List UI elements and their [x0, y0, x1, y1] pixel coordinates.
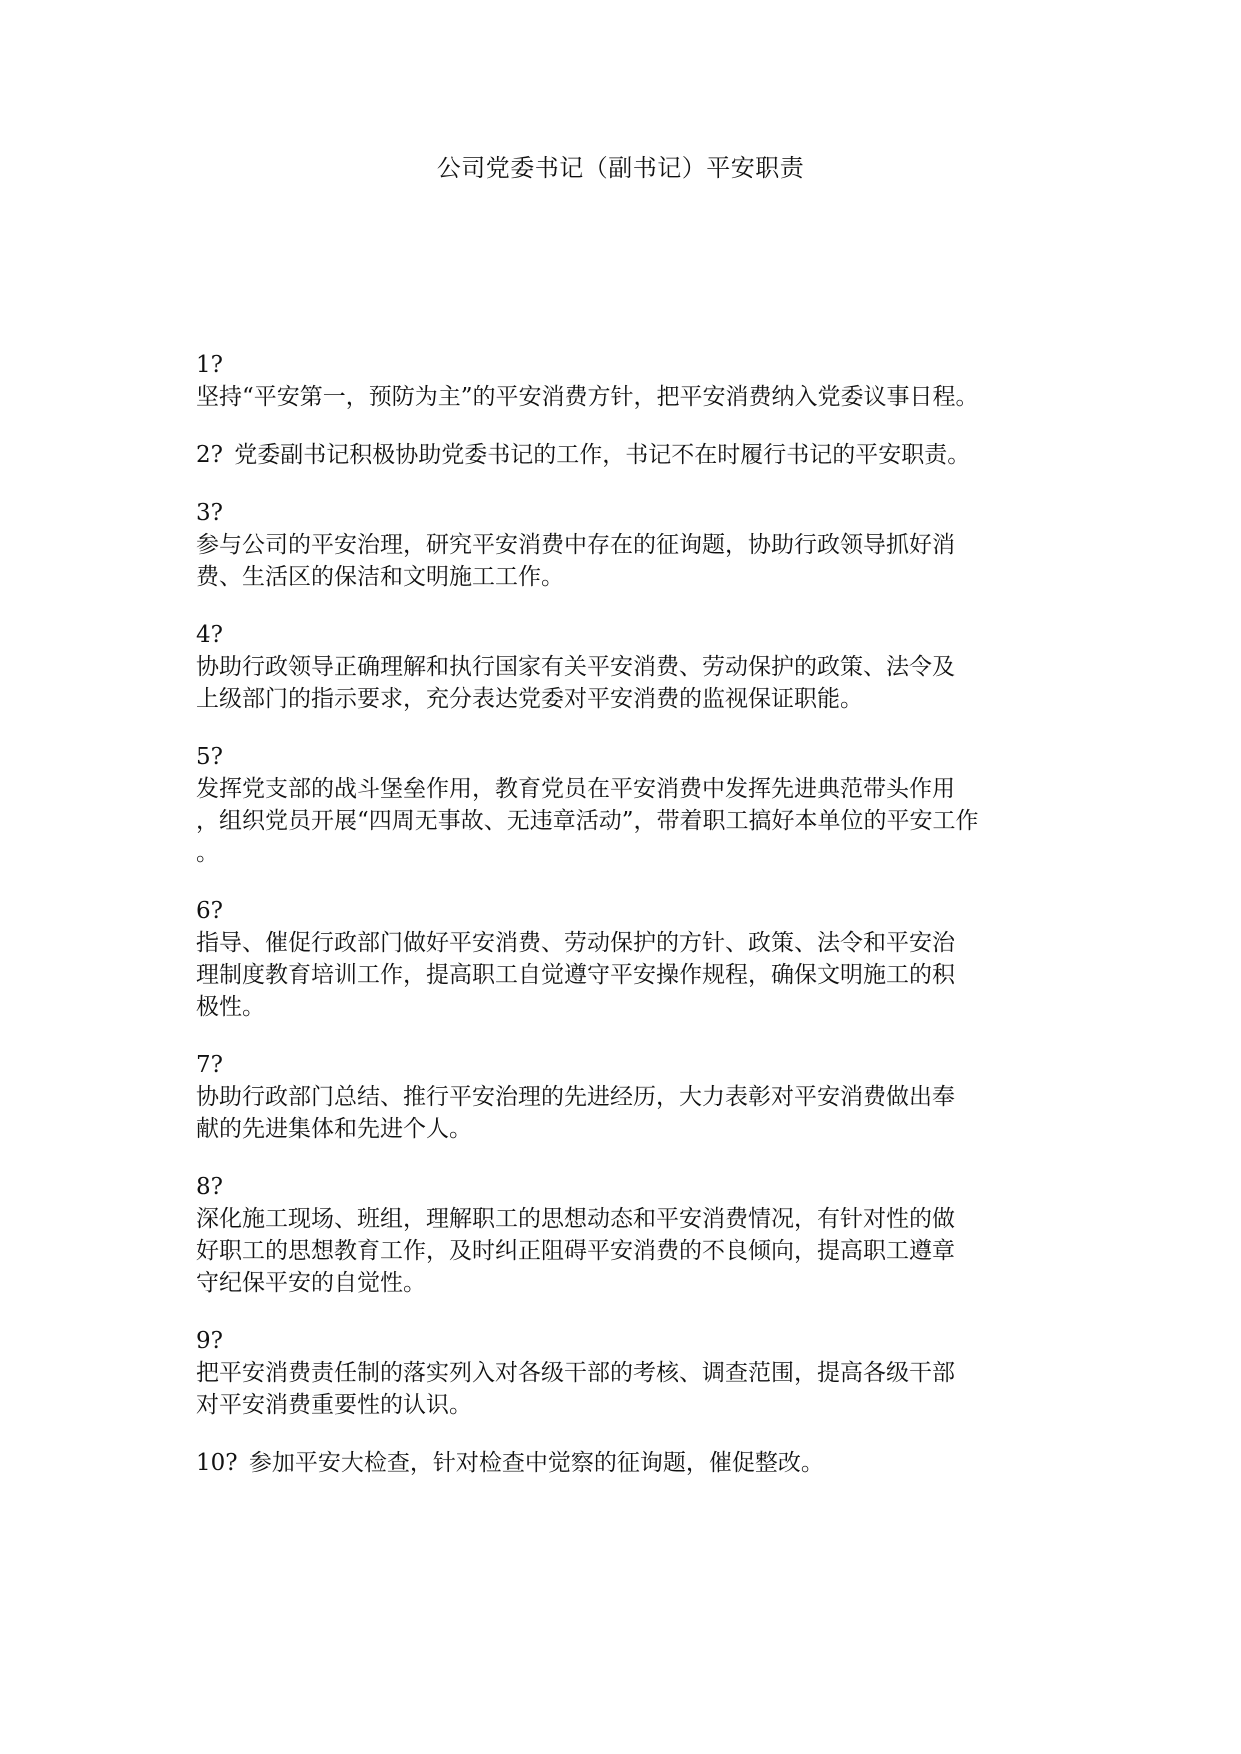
item-number: 4?	[196, 622, 223, 648]
list-item	[196, 439, 1076, 471]
list-item	[196, 1325, 1076, 1421]
item-text: 党委副书记积极协助党委书记的工作，书记不在时履行书记的平安职责。	[234, 442, 971, 468]
item-text: 深化施工现场、班组，理解职工的思想动态和平安消费情况，有针对性的做 好职工的思想教育工作，及时纠正阻碍平安消费的不良倾向，提高职工遵章 守纪保平安的自觉性。	[196, 1206, 955, 1296]
item-text: 发挥党支部的战斗堡垒作用，教育党员在平安消费中发挥先进典范带头作用 ，组织党员开展“四周无事故、无违章活动”，带着职工搞好本单位的平安工作 。	[196, 776, 979, 866]
duty-list	[196, 349, 1076, 1505]
item-text: 协助行政部门总结、推行平安治理的先进经历，大力表彰对平安消费做出奉 献的先进集体和先进个人。	[196, 1084, 955, 1142]
list-item	[196, 349, 1076, 413]
list-item	[196, 895, 1076, 1023]
list-item	[196, 1171, 1076, 1299]
document-title: 公司党委书记（副书记）平安职责	[436, 154, 805, 182]
item-text: 参加平安大检查，针对检查中觉察的征询题，催促整改。	[248, 1450, 824, 1476]
item-text: 把平安消费责任制的落实列入对各级干部的考核、调查范围，提高各级干部 对平安消费重要性的认识。	[196, 1360, 955, 1418]
item-number: 6?	[196, 898, 223, 924]
item-number: 7?	[196, 1052, 223, 1078]
item-number: 3?	[196, 500, 223, 526]
list-item	[196, 1049, 1076, 1145]
item-text: 坚持“平安第一，预防为主”的平安消费方针，把平安消费纳入党委议事日程。	[196, 384, 979, 410]
item-text: 指导、催促行政部门做好平安消费、劳动保护的方针、政策、法令和平安治 理制度教育培训工作，提高职工自觉遵守平安操作规程，确保文明施工的积 极性。	[196, 930, 955, 1020]
list-item	[196, 619, 1076, 715]
item-number: 1?	[196, 352, 223, 378]
item-number: 2?	[196, 442, 223, 468]
list-item	[196, 741, 1076, 869]
item-number: 8?	[196, 1174, 223, 1200]
list-item	[196, 1447, 1076, 1479]
item-text: 参与公司的平安治理，研究平安消费中存在的征询题，协助行政领导抓好消 费、生活区的保洁和文明施工工作。	[196, 532, 955, 590]
item-text: 协助行政领导正确理解和执行国家有关平安消费、劳动保护的政策、法令及 上级部门的指示要求，充分表达党委对平安消费的监视保证职能。	[196, 654, 955, 712]
item-number: 5?	[196, 744, 223, 770]
item-number: 10?	[196, 1450, 238, 1476]
item-number: 9?	[196, 1328, 223, 1354]
list-item	[196, 497, 1076, 593]
